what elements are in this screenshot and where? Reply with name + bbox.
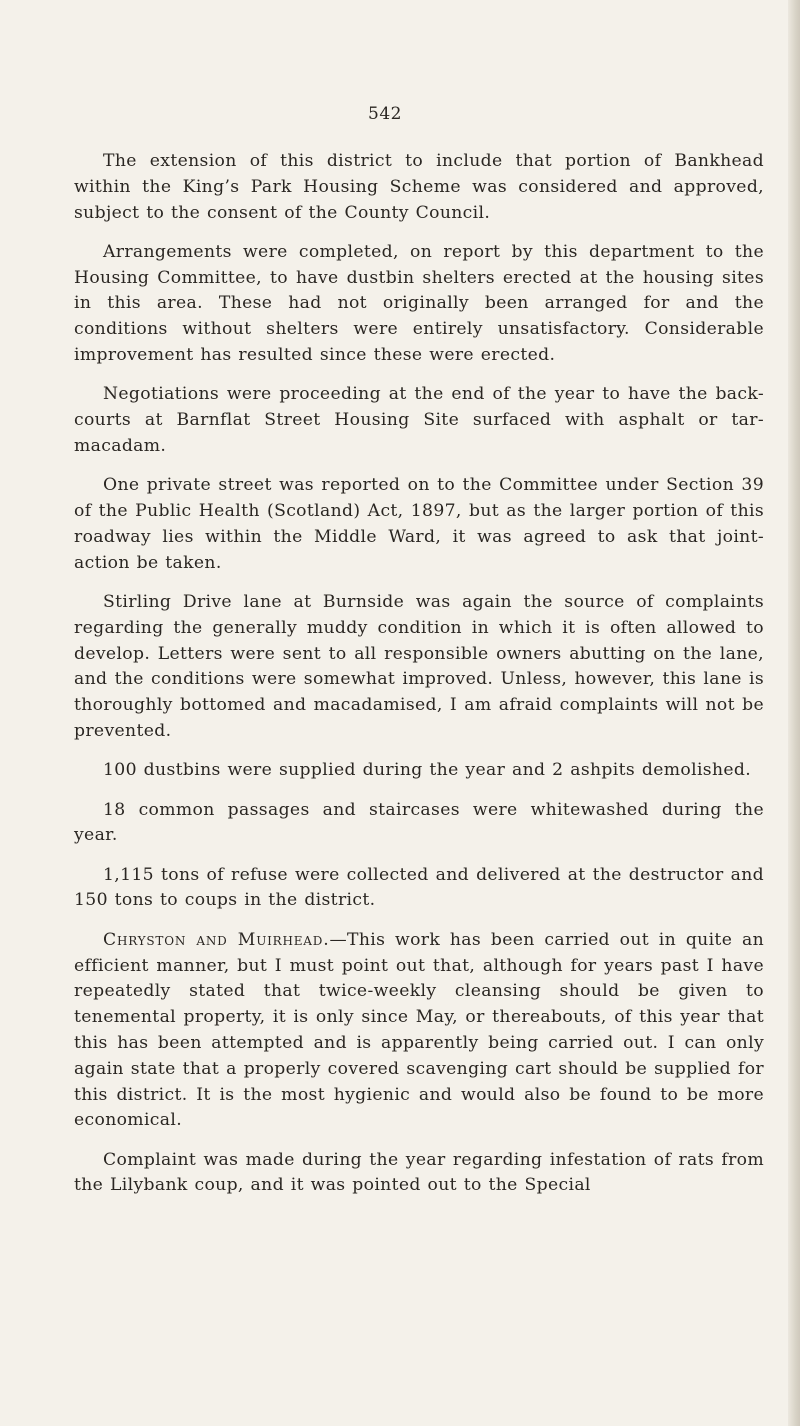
paragraph-dustbins-supplied: 100 dustbins were supplied during the year and 2 ashpits demolished. xyxy=(103,760,752,781)
paragraph-lilybank-rats: Complaint was made during the year regarding infestation of rats from the Lilybank coup, and it was pointed out to the Special xyxy=(74,1149,764,1196)
section-heading-chryston: Chryston and Muirhead. xyxy=(103,929,330,950)
paragraph-barnflat-negotiations: Negotiations were proceeding at the end of the year to have the back-courts at Barnflat Street Housing Site surfaced with asphalt or tar-macadam. xyxy=(74,384,764,456)
document-body xyxy=(74,149,764,1213)
paragraph-private-street: One private street was reported on to the Committee under Section 39 of the Public Health (Scotland) Act, 1897, but as the larger portion of this roadway lies within the Middle Ward, it was agreed to ask that joint-action be taken. xyxy=(74,475,764,573)
page-edge-shadow xyxy=(788,0,800,1426)
paragraph-stirling-drive: Stirling Drive lane at Burnside was again the source of complaints regarding the generally muddy condition in which it is often allowed to develop. Letters were sent to all responsible owners abutting on the lane, and the conditions were somewhat improved. Unless, however, this lane is thoroughly bottomed and macadamised, I am afraid complaints will not be prevented. xyxy=(74,591,764,741)
paragraph-dustbin-shelters: Arrangements were completed, on report by this department to the Housing Committee, to have dustbin shelters erected at the housing sites in this area. These had not originally been arranged for and the conditions without shelters were entirely unsatisfactory. Considerable improvement has resulted since these were erected. xyxy=(74,241,764,366)
paragraph-common-passages: 18 common passages and staircases were whitewashed during the year. xyxy=(74,799,764,846)
section-text-chryston: —This work has been carried out in quite an efficient manner, but I must point out that, although for years past I have repeatedly stated that twice-weekly cleansing should be given to tenemental property, it is only since May, or thereabouts, of this year that this has been attempted and is apparently being carried out. I can only again state that a properly covered scavenging cart should be supplied for this district. It is the most hygienic and would also be found to be more economical. xyxy=(74,929,764,1131)
paragraph-chryston-muirhead xyxy=(74,928,764,1134)
page-number: 542 xyxy=(368,104,402,124)
paragraph-refuse-tonnage: 1,115 tons of refuse were collected and delivered at the destructor and 150 tons to coups in the district. xyxy=(74,864,764,911)
paragraph-bankhead-extension: The extension of this district to include that portion of Bankhead within the King’s Park Housing Scheme was considered and approved, subject to the consent of the County Council. xyxy=(74,151,764,223)
